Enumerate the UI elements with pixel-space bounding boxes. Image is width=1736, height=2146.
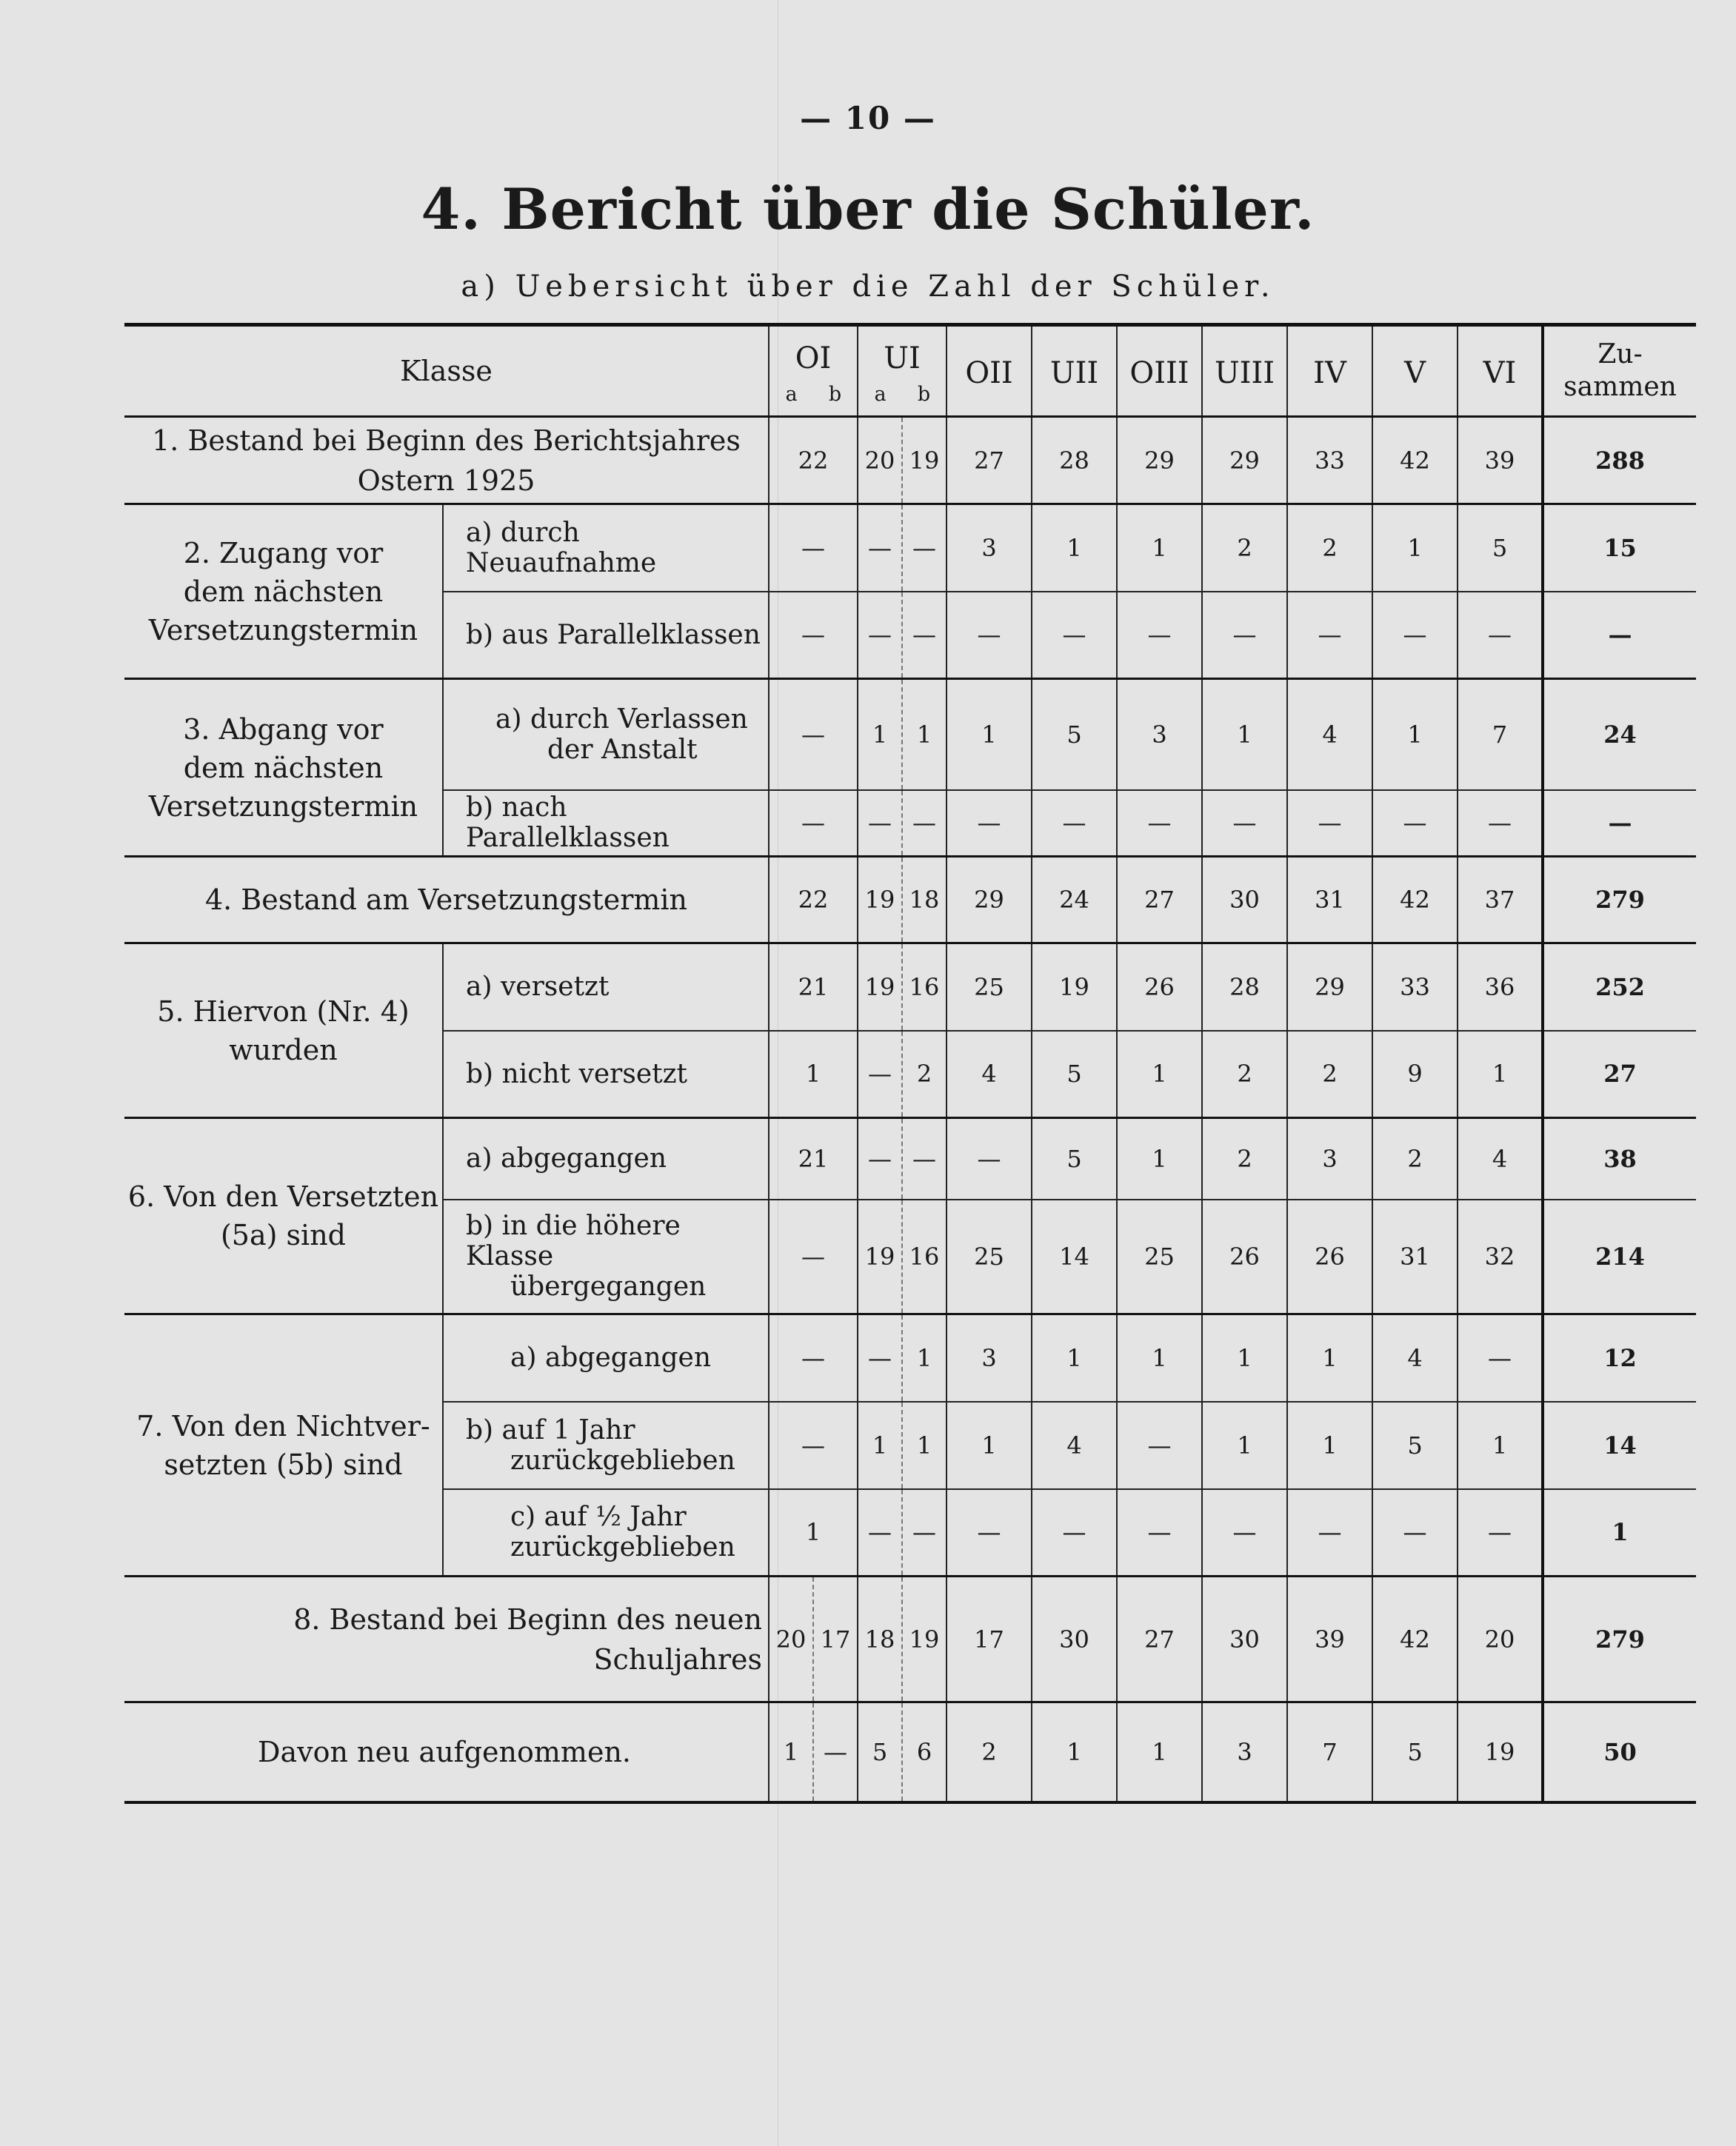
cell-uii: 1	[1032, 1314, 1117, 1402]
cell-oii: 3	[947, 504, 1032, 592]
cell-oi: —	[769, 790, 858, 857]
cell-uiii: —	[1202, 790, 1287, 857]
cell-iv: 31	[1287, 857, 1372, 943]
row-label	[124, 417, 769, 504]
cell-oi: —	[769, 504, 858, 592]
row-bestand-versetzung	[124, 857, 1696, 943]
label-line: b) auf 1 Jahr	[466, 1414, 635, 1445]
cell-oiii: —	[1117, 1489, 1202, 1577]
label-line: 7. Von den Nichtver-	[136, 1409, 430, 1443]
header-oiii: OIII	[1117, 325, 1202, 417]
cell-v: —	[1372, 790, 1458, 857]
cell-v: 5	[1372, 1702, 1458, 1802]
label-line: a) abgegangen	[510, 1343, 712, 1374]
cell-uii: 24	[1032, 857, 1117, 943]
cell-ui-a: —	[858, 1118, 902, 1200]
cell-ui-b: 19	[902, 417, 947, 504]
cell-vi: 36	[1458, 943, 1543, 1031]
cell-ui-b: 18	[902, 857, 947, 943]
header-zusammen-line2: sammen	[1563, 372, 1677, 402]
cell-iv: —	[1287, 790, 1372, 857]
cell-zusammen: —	[1543, 592, 1696, 679]
row-label: 8. Bestand bei Beginn des neuen Schuljahres	[124, 1577, 769, 1702]
cell-vi: 1	[1458, 1031, 1543, 1118]
cell-vi: 19	[1458, 1702, 1543, 1802]
cell-ui-a: 1	[858, 679, 902, 790]
row-bestand-neues-schuljahr	[124, 1577, 1696, 1702]
label-line: der Anstalt	[547, 734, 698, 765]
sub-label	[443, 1200, 769, 1314]
cell-v: 1	[1372, 504, 1458, 592]
cell-oii: 1	[947, 679, 1032, 790]
header-iv: IV	[1287, 325, 1372, 417]
row-neu-aufgenommen	[124, 1702, 1696, 1802]
cell-vi: 7	[1458, 679, 1543, 790]
cell-oiii: 27	[1117, 1577, 1202, 1702]
cell-uiii: 26	[1202, 1200, 1287, 1314]
cell-ui-a: 20	[858, 417, 902, 504]
cell-oiii: 1	[1117, 504, 1202, 592]
cell-v: —	[1372, 1489, 1458, 1577]
page-number: — 10 —	[800, 100, 936, 136]
row-label-line2: Ostern 1925	[357, 464, 535, 497]
sub-label: a) abgegangen	[443, 1118, 769, 1200]
cell-oii: 3	[947, 1314, 1032, 1402]
label-line: setzten (5b) sind	[164, 1448, 403, 1481]
cell-zusammen: 1	[1543, 1489, 1696, 1577]
cell-v: 42	[1372, 857, 1458, 943]
student-count-table	[124, 323, 1696, 1804]
cell-vi: 4	[1458, 1118, 1543, 1200]
cell-ui-a: —	[858, 1031, 902, 1118]
cell-oiii: 3	[1117, 679, 1202, 790]
cell-vi: —	[1458, 1314, 1543, 1402]
cell-ui-a: 19	[858, 1200, 902, 1314]
sub-label	[443, 1489, 769, 1577]
label-line: Versetzungstermin	[148, 613, 418, 646]
cell-iv: 4	[1287, 679, 1372, 790]
cell-iv: —	[1287, 1489, 1372, 1577]
table-subtitle: a) Uebersicht über die Zahl der Schüler.	[461, 270, 1275, 304]
cell-uiii: 2	[1202, 504, 1287, 592]
cell-oii: —	[947, 790, 1032, 857]
cell-vi: 39	[1458, 417, 1543, 504]
cell-iv: 1	[1287, 1314, 1372, 1402]
row-group-label-abgang	[124, 679, 443, 857]
sub-label	[443, 679, 769, 790]
cell-v: —	[1372, 592, 1458, 679]
cell-ui-b: 16	[902, 943, 947, 1031]
cell-oi-a: 1	[769, 1702, 813, 1802]
row-versetzte-abgegangen	[124, 1118, 1696, 1200]
cell-oi: 21	[769, 1118, 858, 1200]
cell-uii: 30	[1032, 1577, 1117, 1702]
cell-zusammen: 12	[1543, 1314, 1696, 1402]
cell-v: 1	[1372, 679, 1458, 790]
cell-oii: 1	[947, 1402, 1032, 1489]
cell-ui-a: —	[858, 504, 902, 592]
cell-uii: 1	[1032, 504, 1117, 592]
cell-zusammen: 214	[1543, 1200, 1696, 1314]
cell-oiii: —	[1117, 592, 1202, 679]
header-uiii: UIII	[1202, 325, 1287, 417]
label-line: b) in die höhere Klasse	[466, 1211, 681, 1272]
cell-oiii: 25	[1117, 1200, 1202, 1314]
cell-ui-b: 19	[902, 1577, 947, 1702]
cell-ui-a: 1	[858, 1402, 902, 1489]
header-row	[124, 325, 1696, 417]
cell-uiii: 1	[1202, 1314, 1287, 1402]
row-label: 4. Bestand am Versetzungstermin	[124, 857, 769, 943]
label-line: c) auf ½ Jahr	[510, 1502, 687, 1533]
cell-iv: —	[1287, 592, 1372, 679]
cell-iv: 2	[1287, 1031, 1372, 1118]
cell-uii: 5	[1032, 1118, 1117, 1200]
cell-zusammen: 279	[1543, 857, 1696, 943]
header-v: V	[1372, 325, 1458, 417]
cell-vi: 5	[1458, 504, 1543, 592]
cell-zusammen: —	[1543, 790, 1696, 857]
cell-ui-b: —	[902, 1489, 947, 1577]
cell-uii: 19	[1032, 943, 1117, 1031]
label-line: zurückgeblieben	[510, 1532, 735, 1563]
cell-ui-a: 19	[858, 943, 902, 1031]
cell-vi: 1	[1458, 1402, 1543, 1489]
cell-zusammen: 15	[1543, 504, 1696, 592]
cell-ui-a: 19	[858, 857, 902, 943]
cell-oi: —	[769, 1402, 858, 1489]
header-vi: VI	[1458, 325, 1543, 417]
cell-v: 42	[1372, 1577, 1458, 1702]
cell-uii: —	[1032, 1489, 1117, 1577]
cell-ui-a: —	[858, 1314, 902, 1402]
cell-oii: 17	[947, 1577, 1032, 1702]
cell-uiii: 1	[1202, 1402, 1287, 1489]
row-group-label-zugang	[124, 504, 443, 679]
cell-oiii: 1	[1117, 1314, 1202, 1402]
cell-iv: 1	[1287, 1402, 1372, 1489]
label-line: Versetzungstermin	[148, 789, 418, 823]
cell-oii: 27	[947, 417, 1032, 504]
cell-zusammen: 288	[1543, 417, 1696, 504]
cell-uiii: 29	[1202, 417, 1287, 504]
sub-label: b) aus Parallelklassen	[443, 592, 769, 679]
cell-ui-a: 5	[858, 1702, 902, 1802]
cell-iv: 26	[1287, 1200, 1372, 1314]
cell-zusammen: 27	[1543, 1031, 1696, 1118]
cell-oii: 4	[947, 1031, 1032, 1118]
header-klasse: Klasse	[124, 325, 769, 417]
label-line: wurden	[229, 1033, 338, 1066]
cell-vi: —	[1458, 592, 1543, 679]
cell-oii: —	[947, 1118, 1032, 1200]
cell-uii: 28	[1032, 417, 1117, 504]
cell-uiii: 2	[1202, 1031, 1287, 1118]
cell-oiii: 29	[1117, 417, 1202, 504]
cell-uii: 1	[1032, 1702, 1117, 1802]
cell-uii: 5	[1032, 1031, 1117, 1118]
cell-ui-b: —	[902, 1118, 947, 1200]
cell-uiii: 1	[1202, 679, 1287, 790]
cell-oii: 29	[947, 857, 1032, 943]
cell-oii: 2	[947, 1702, 1032, 1802]
header-ui-a: a	[874, 382, 887, 406]
header-oi-a: a	[785, 382, 798, 406]
label-line: zurückgeblieben	[510, 1445, 735, 1476]
cell-oi: —	[769, 679, 858, 790]
cell-iv: 3	[1287, 1118, 1372, 1200]
cell-oi: —	[769, 1314, 858, 1402]
header-oi-label: OI	[795, 341, 832, 375]
row-bestand-beginn	[124, 417, 1696, 504]
row-label-line1: 1. Bestand bei Beginn des Berichtsjahres	[152, 424, 741, 457]
label-line: 3. Abgang vor	[183, 712, 384, 746]
cell-ui-b: —	[902, 790, 947, 857]
cell-oiii: 1	[1117, 1031, 1202, 1118]
label-line: 6. Von den Versetzten	[127, 1180, 439, 1213]
cell-ui-b: —	[902, 504, 947, 592]
sub-label: b) nach Parallelklassen	[443, 790, 769, 857]
cell-oi: —	[769, 1200, 858, 1314]
cell-oii: 25	[947, 943, 1032, 1031]
cell-ui-b: —	[902, 592, 947, 679]
row-label: Davon neu aufgenommen.	[124, 1702, 769, 1802]
label-line: 2. Zugang vor	[183, 536, 384, 569]
cell-oii: —	[947, 1489, 1032, 1577]
cell-oiii: —	[1117, 1402, 1202, 1489]
cell-ui-a: —	[858, 1489, 902, 1577]
cell-zusammen: 252	[1543, 943, 1696, 1031]
page-title: 4. Bericht über die Schüler.	[421, 176, 1315, 242]
cell-uiii: 30	[1202, 857, 1287, 943]
cell-uiii: —	[1202, 1489, 1287, 1577]
cell-oi: 22	[769, 417, 858, 504]
sub-label	[443, 1402, 769, 1489]
cell-uiii: 3	[1202, 1702, 1287, 1802]
cell-v: 4	[1372, 1314, 1458, 1402]
cell-v: 42	[1372, 417, 1458, 504]
cell-ui-a: —	[858, 790, 902, 857]
cell-oi-a: 20	[769, 1577, 813, 1702]
cell-ui-b: 16	[902, 1200, 947, 1314]
row-group-label-nichtversetzte	[124, 1314, 443, 1577]
cell-oi: 21	[769, 943, 858, 1031]
cell-uii: —	[1032, 592, 1117, 679]
cell-vi: 32	[1458, 1200, 1543, 1314]
cell-oii: 25	[947, 1200, 1032, 1314]
cell-uii: 4	[1032, 1402, 1117, 1489]
cell-oiii: —	[1117, 790, 1202, 857]
sub-label: a) durch Neuaufnahme	[443, 504, 769, 592]
header-ui	[858, 325, 947, 417]
label-line: dem nächsten	[183, 575, 384, 608]
header-ui-b: b	[917, 382, 931, 406]
cell-v: 5	[1372, 1402, 1458, 1489]
cell-oi: —	[769, 592, 858, 679]
cell-vi: —	[1458, 1489, 1543, 1577]
cell-ui-b: 1	[902, 679, 947, 790]
label-line: (5a) sind	[220, 1219, 346, 1251]
header-zusammen	[1543, 325, 1696, 417]
cell-oi: 22	[769, 857, 858, 943]
header-oii: OII	[947, 325, 1032, 417]
cell-ui-b: 2	[902, 1031, 947, 1118]
cell-vi: 37	[1458, 857, 1543, 943]
sub-label	[443, 1314, 769, 1402]
cell-oi-b: —	[813, 1702, 858, 1802]
header-ui-label: UI	[884, 341, 921, 375]
cell-oi-b: 17	[813, 1577, 858, 1702]
cell-v: 9	[1372, 1031, 1458, 1118]
cell-oiii: 26	[1117, 943, 1202, 1031]
sub-label: b) nicht versetzt	[443, 1031, 769, 1118]
cell-v: 33	[1372, 943, 1458, 1031]
cell-iv: 29	[1287, 943, 1372, 1031]
row-nichtversetzte-abgegangen	[124, 1314, 1696, 1402]
cell-vi: 20	[1458, 1577, 1543, 1702]
cell-uiii: 30	[1202, 1577, 1287, 1702]
row-versetzt	[124, 943, 1696, 1031]
cell-zusammen: 279	[1543, 1577, 1696, 1702]
header-oi	[769, 325, 858, 417]
label-line: übergegangen	[510, 1271, 707, 1303]
row-group-label-hiervon	[124, 943, 443, 1118]
cell-ui-a: 18	[858, 1577, 902, 1702]
row-zugang-neuaufnahme	[124, 504, 1696, 592]
cell-ui-b: 1	[902, 1314, 947, 1402]
cell-oi: 1	[769, 1489, 858, 1577]
cell-uii: 5	[1032, 679, 1117, 790]
cell-uiii: 2	[1202, 1118, 1287, 1200]
cell-zusammen: 24	[1543, 679, 1696, 790]
cell-iv: 39	[1287, 1577, 1372, 1702]
label-line: 5. Hiervon (Nr. 4)	[157, 995, 410, 1028]
row-abgang-verlassen	[124, 679, 1696, 790]
cell-zusammen: 38	[1543, 1118, 1696, 1200]
cell-v: 2	[1372, 1118, 1458, 1200]
cell-zusammen: 14	[1543, 1402, 1696, 1489]
cell-vi: —	[1458, 790, 1543, 857]
cell-iv: 2	[1287, 504, 1372, 592]
cell-uiii: —	[1202, 592, 1287, 679]
cell-iv: 7	[1287, 1702, 1372, 1802]
label-line: dem nächsten	[183, 751, 384, 784]
row-group-label-versetzte	[124, 1118, 443, 1314]
cell-ui-b: 1	[902, 1402, 947, 1489]
cell-ui-a: —	[858, 592, 902, 679]
header-zusammen-line1: Zu-	[1598, 339, 1643, 370]
sub-label: a) versetzt	[443, 943, 769, 1031]
cell-v: 31	[1372, 1200, 1458, 1314]
cell-ui-b: 6	[902, 1702, 947, 1802]
cell-oiii: 1	[1117, 1118, 1202, 1200]
cell-oi: 1	[769, 1031, 858, 1118]
cell-oii: —	[947, 592, 1032, 679]
cell-uii: —	[1032, 790, 1117, 857]
cell-uiii: 28	[1202, 943, 1287, 1031]
label-line: a) durch Verlassen	[495, 703, 748, 735]
cell-oiii: 1	[1117, 1702, 1202, 1802]
header-oi-b: b	[828, 382, 842, 406]
cell-uii: 14	[1032, 1200, 1117, 1314]
header-uii: UII	[1032, 325, 1117, 417]
cell-zusammen: 50	[1543, 1702, 1696, 1802]
cell-iv: 33	[1287, 417, 1372, 504]
cell-oiii: 27	[1117, 857, 1202, 943]
